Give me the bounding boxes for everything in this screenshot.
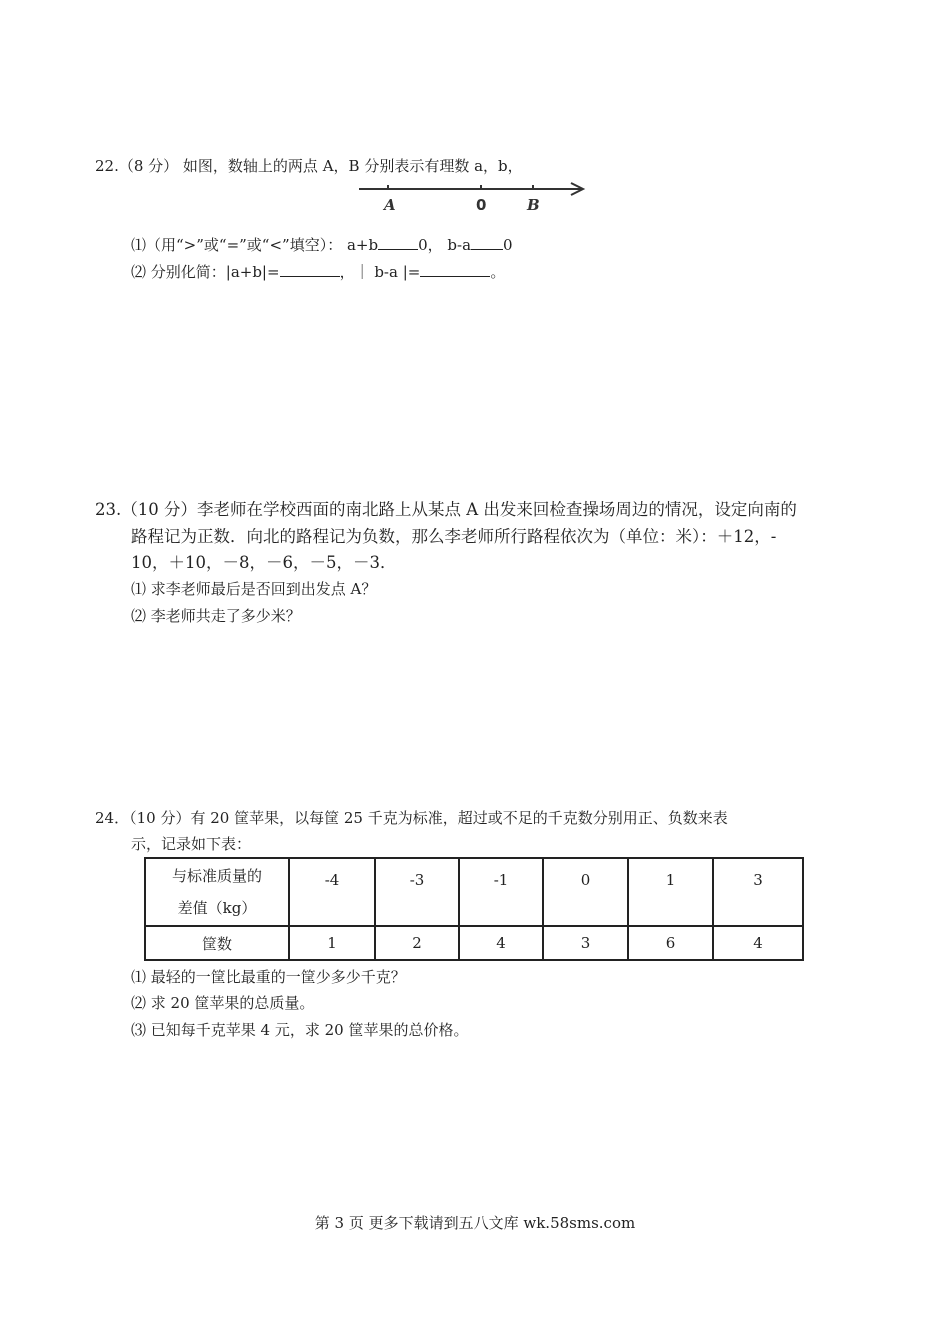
page-footer: 第 3 页 更多下载请到五八文库 wk.58sms.com (314, 1214, 636, 1232)
q22-part2-prefix: ⑵ 分别化简：|a+b|= (131, 263, 280, 281)
answer-blank-3[interactable] (280, 262, 340, 277)
q22-part2 (131, 262, 505, 282)
q24-subq3: ⑶ 已知每千克苹果 4 元，求 20 筐苹果的总价格。 (131, 1021, 469, 1039)
q22-part1-prefix: ⑴（用“>”或“=”或“<”填空）： a+b (131, 236, 379, 254)
q22-part1-suffix: 0 (503, 236, 513, 254)
q23-line3: 10，＋10，－8，－6，－5，－3． (131, 553, 397, 572)
table-cell: 4 (713, 926, 803, 960)
table-cell: 1 (628, 858, 713, 926)
table-cell: -3 (375, 858, 459, 926)
table-header-cell (145, 858, 289, 926)
table-cell: 6 (628, 926, 713, 960)
number-line-figure (355, 176, 595, 216)
table-cell: -4 (289, 858, 375, 926)
answer-blank-4[interactable] (420, 262, 490, 277)
q23-subq1: ⑴ 求李老师最后是否回到出发点 A？ (131, 580, 377, 598)
table-row (145, 858, 803, 926)
q23-line1: 23.（10 分）李老师在学校西面的南北路上从某点 A 出发来回检查操场周边的情况，设定向南的 (95, 500, 797, 519)
weight-table (144, 857, 804, 961)
point-b-label: B (527, 196, 540, 214)
header-line1: 与标准质量的 (171, 867, 262, 885)
q23-subq2: ⑵ 李老师共走了多少米？ (131, 607, 301, 625)
q22-part1 (131, 235, 513, 255)
table-cell: 0 (543, 858, 628, 926)
q24-line2: 示，记录如下表： (131, 835, 252, 853)
table-row (145, 926, 803, 960)
answer-blank-2[interactable] (471, 235, 503, 250)
q22-stem: 22.（8 分） 如图，数轴上的两点 A，B 分别表示有理数 a，b， (95, 157, 523, 175)
table-cell: 筐数 (145, 926, 289, 960)
q24-subq2: ⑵ 求 20 筐苹果的总质量。 (131, 994, 315, 1012)
table-cell: -1 (459, 858, 543, 926)
table-cell: 4 (459, 926, 543, 960)
answer-blank-1[interactable] (378, 235, 418, 250)
zero-label: 0 (476, 196, 487, 214)
q22-part2-mid: ，｜ b-a |= (339, 263, 421, 281)
q24-subq1: ⑴ 最轻的一筐比最重的一筐少多少千克？ (131, 968, 406, 986)
table-cell: 2 (375, 926, 459, 960)
q24-line1: 24．（10 分）有 20 筐苹果，以每筐 25 千克为标准，超过或不足的千克数分别用正、负数来表 (95, 809, 728, 827)
table-cell: 1 (289, 926, 375, 960)
point-a-label: A (384, 196, 396, 214)
q23-line2: 路程记为正数．向北的路程记为负数，那么李老师所行路程依次为（单位：米）：＋12，- (131, 527, 777, 546)
table-cell: 3 (543, 926, 628, 960)
q22-part1-mid: 0， b-a (418, 236, 472, 254)
q22-part2-suffix: 。 (490, 263, 506, 281)
header-line2: 差值（kg） (177, 899, 257, 917)
table-cell: 3 (713, 858, 803, 926)
